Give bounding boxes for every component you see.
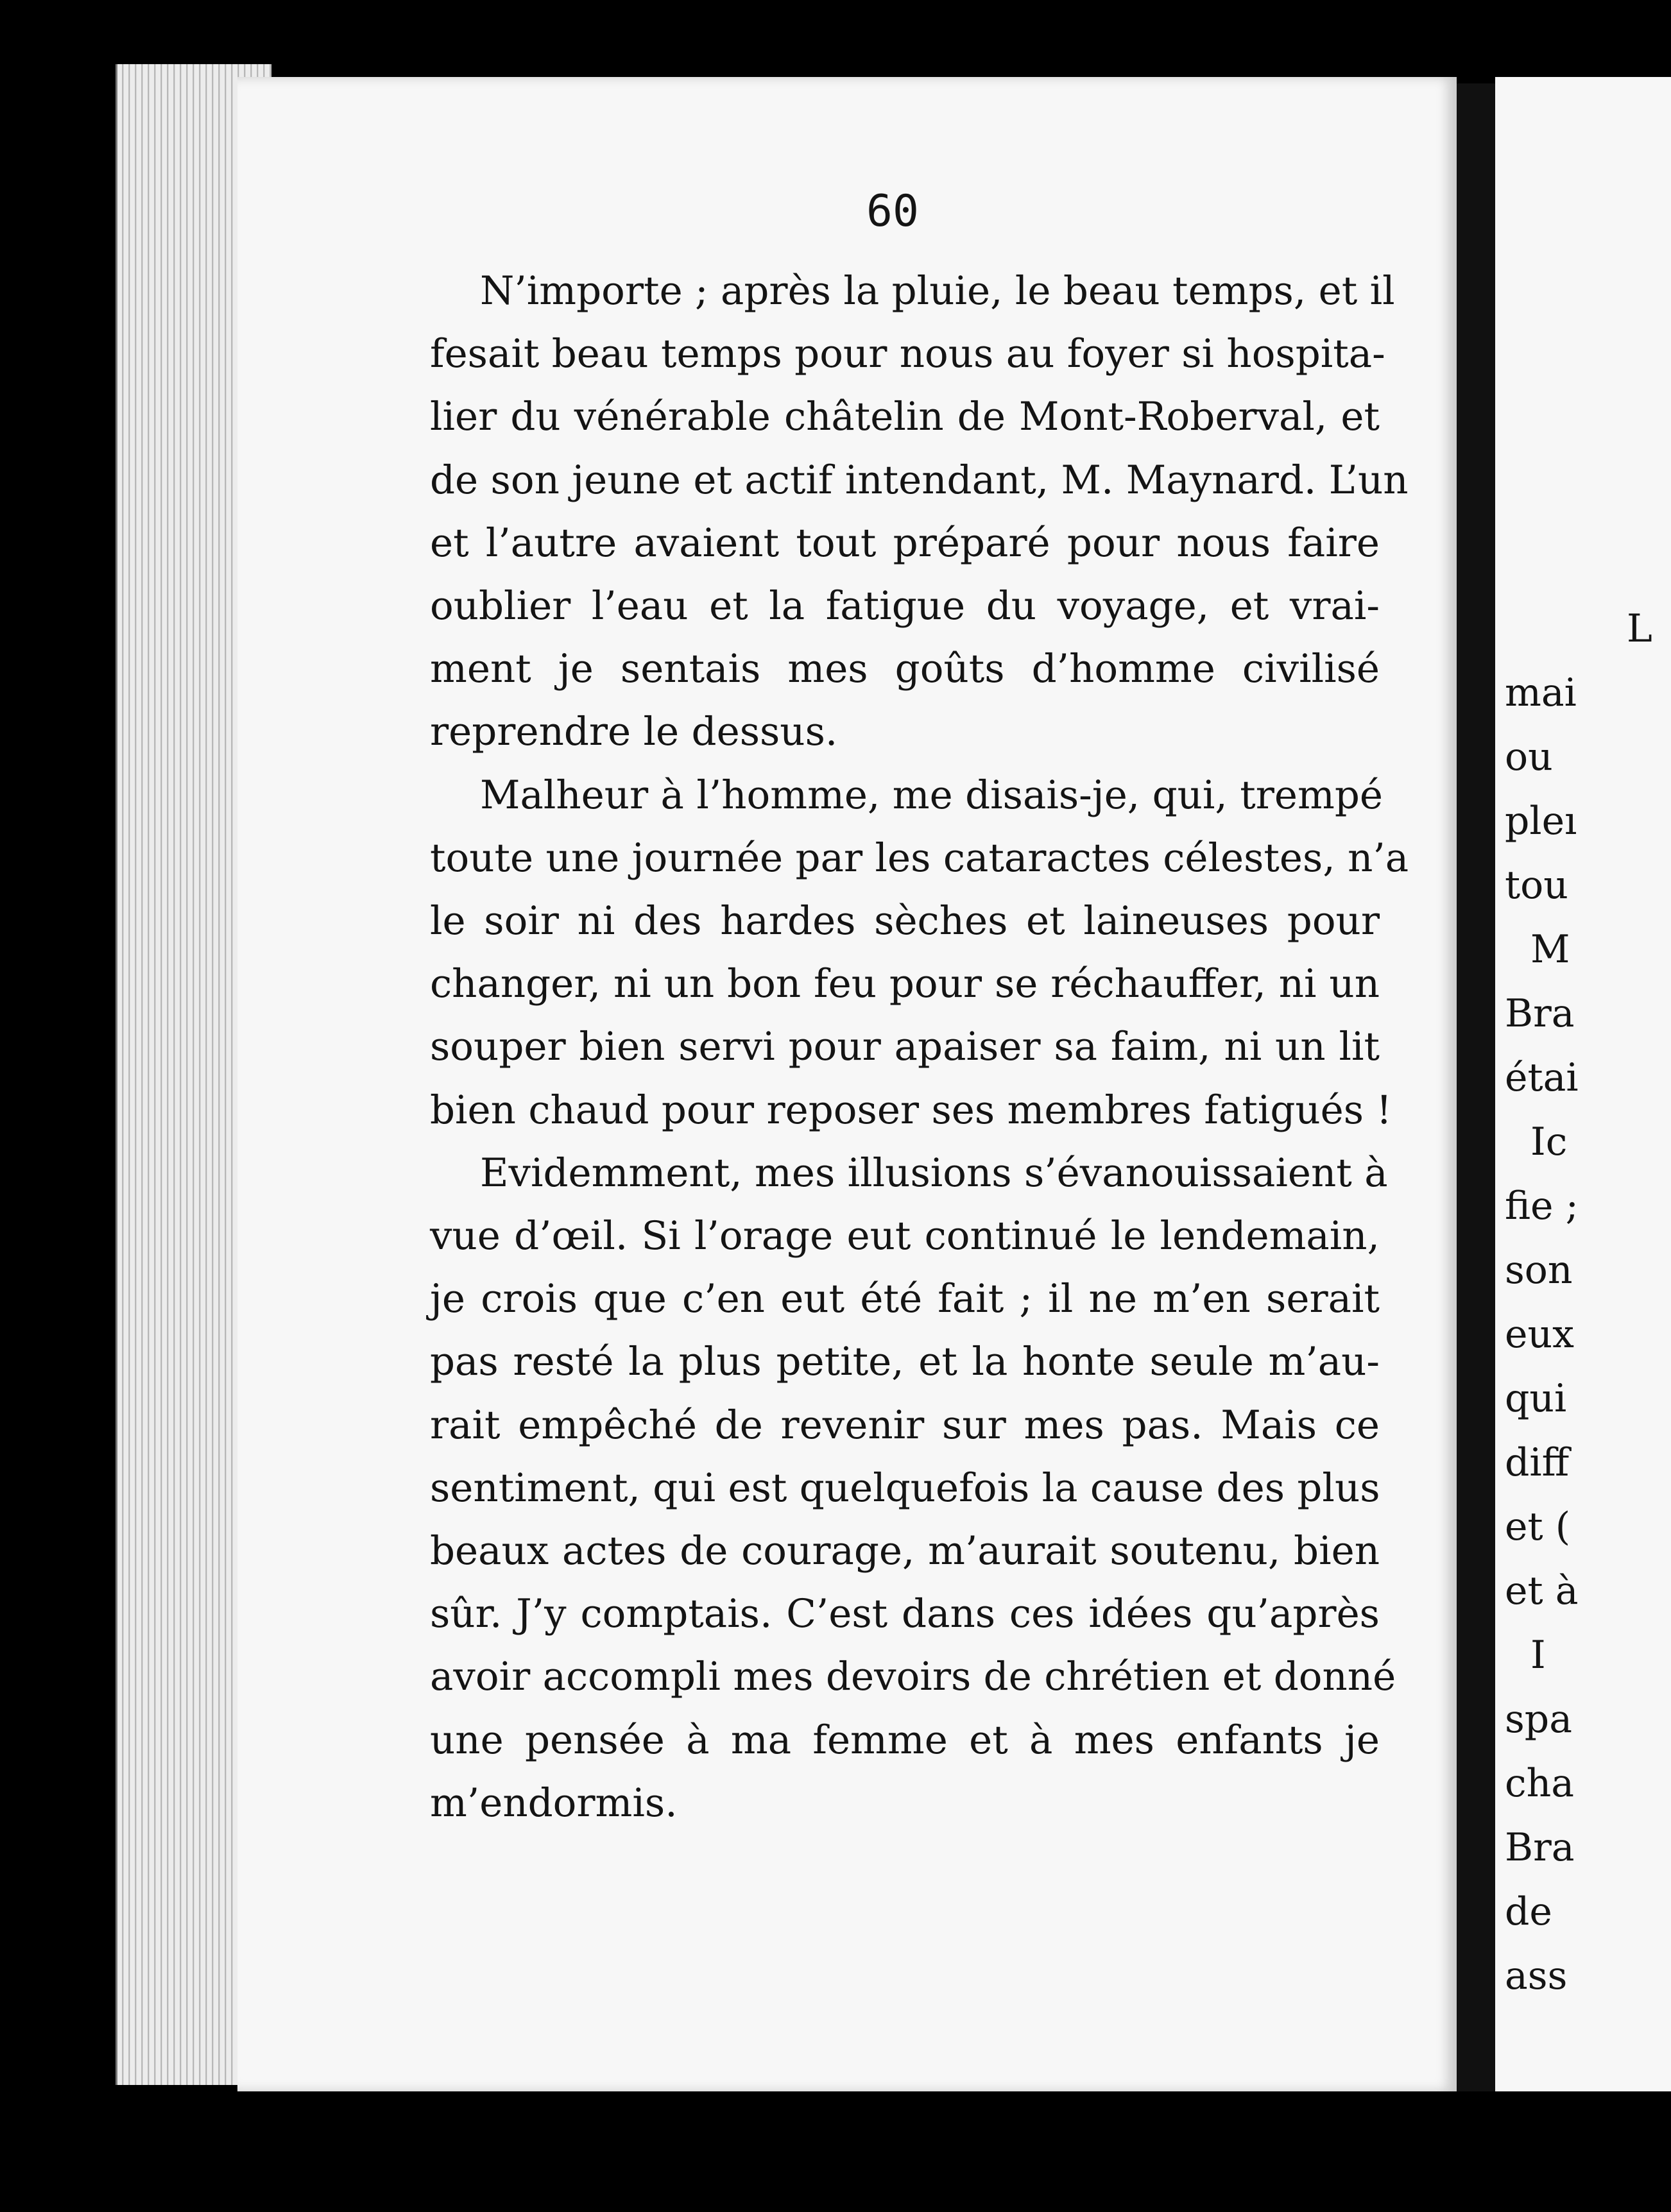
text-fragment: et à [1505, 1569, 1579, 1613]
text-fragment: Ic [1530, 1119, 1568, 1164]
text-line: toute une journée par les cataractes célestes, n’a [430, 835, 1409, 881]
text-fragment: ass [1505, 1953, 1568, 1998]
text-line: sentiment, qui est quelquefois la cause des plus [430, 1465, 1380, 1511]
text-fragment: tou [1505, 863, 1568, 908]
book-gutter [1457, 83, 1495, 2091]
text-fragment: fie ; [1505, 1184, 1579, 1229]
text-line: souper bien servi pour apaiser sa faim, ni un lit [430, 1024, 1380, 1070]
page-body-text [430, 260, 1409, 1835]
text-line: fesait beau temps pour nous au foyer si hospita- [430, 331, 1385, 377]
text-line: m’endormis. [430, 1780, 678, 1826]
text-line: le soir ni des hardes sèches et laineuses pour [430, 898, 1380, 944]
text-fragment: L [1627, 606, 1652, 651]
page-number: 60 [866, 186, 919, 237]
text-line: vue d’œil. Si l’orage eut continué le lendemain, [430, 1213, 1380, 1259]
text-fragment: étai [1505, 1055, 1579, 1100]
text-fragment: ou [1505, 735, 1553, 779]
text-fragment: eux [1505, 1312, 1574, 1357]
text-line: pas resté la plus petite, et la honte seule m’au- [430, 1339, 1380, 1385]
text-fragment: de [1505, 1889, 1552, 1934]
text-fragment: son [1505, 1248, 1573, 1293]
text-fragment: spa [1505, 1697, 1572, 1742]
text-line: Evidemment, mes illusions s’évanouissaient à [480, 1150, 1388, 1196]
text-fragment: I [1530, 1633, 1546, 1678]
text-line: rait empêché de revenir sur mes pas. Mais ce [430, 1402, 1380, 1448]
text-line: changer, ni un bon feu pour se réchauffer, ni un [430, 961, 1380, 1007]
text-line: avoir accompli mes devoirs de chrétien et donné [430, 1654, 1396, 1700]
text-line: N’importe ; après la pluie, le beau temps, et il [480, 268, 1395, 314]
text-line: sûr. J’y comptais. C’est dans ces idées qu’après [430, 1591, 1380, 1637]
text-fragment: pleı [1505, 799, 1577, 844]
text-line: beaux actes de courage, m’aurait soutenu, bien [430, 1528, 1380, 1574]
text-fragment: Bra [1505, 1825, 1575, 1870]
book-page-right-partial [1495, 77, 1671, 2091]
text-line: lier du vénérable châtelin de Mont-Roberval, et [430, 394, 1380, 440]
text-fragment: Bra [1505, 991, 1575, 1036]
text-line: et l’autre avaient tout préparé pour nous faire [430, 520, 1380, 566]
text-line: Malheur à l’homme, me disais-je, qui, trempé [480, 772, 1383, 818]
text-fragment: cha [1505, 1761, 1575, 1806]
text-line: une pensée à ma femme et à mes enfants je [430, 1717, 1380, 1763]
text-fragment: diff [1505, 1440, 1570, 1485]
text-line: ment je sentais mes goûts d’homme civilisé [430, 646, 1380, 692]
text-line: bien chaud pour reposer ses membres fatigués ! [430, 1087, 1392, 1133]
text-line: reprendre le dessus. [430, 709, 838, 755]
text-fragment: M [1530, 927, 1570, 972]
text-fragment: et ( [1505, 1504, 1571, 1549]
text-line: de son jeune et actif intendant, M. Maynard. L’un [430, 457, 1409, 503]
right-page-text-fragments [1505, 520, 1652, 2008]
text-fragment: mai [1505, 670, 1577, 715]
text-line: oublier l’eau et la fatigue du voyage, et vrai- [430, 583, 1380, 629]
text-line: je crois que c’en eut été fait ; il ne m’en serait [430, 1276, 1380, 1322]
text-fragment: qui [1505, 1376, 1567, 1421]
